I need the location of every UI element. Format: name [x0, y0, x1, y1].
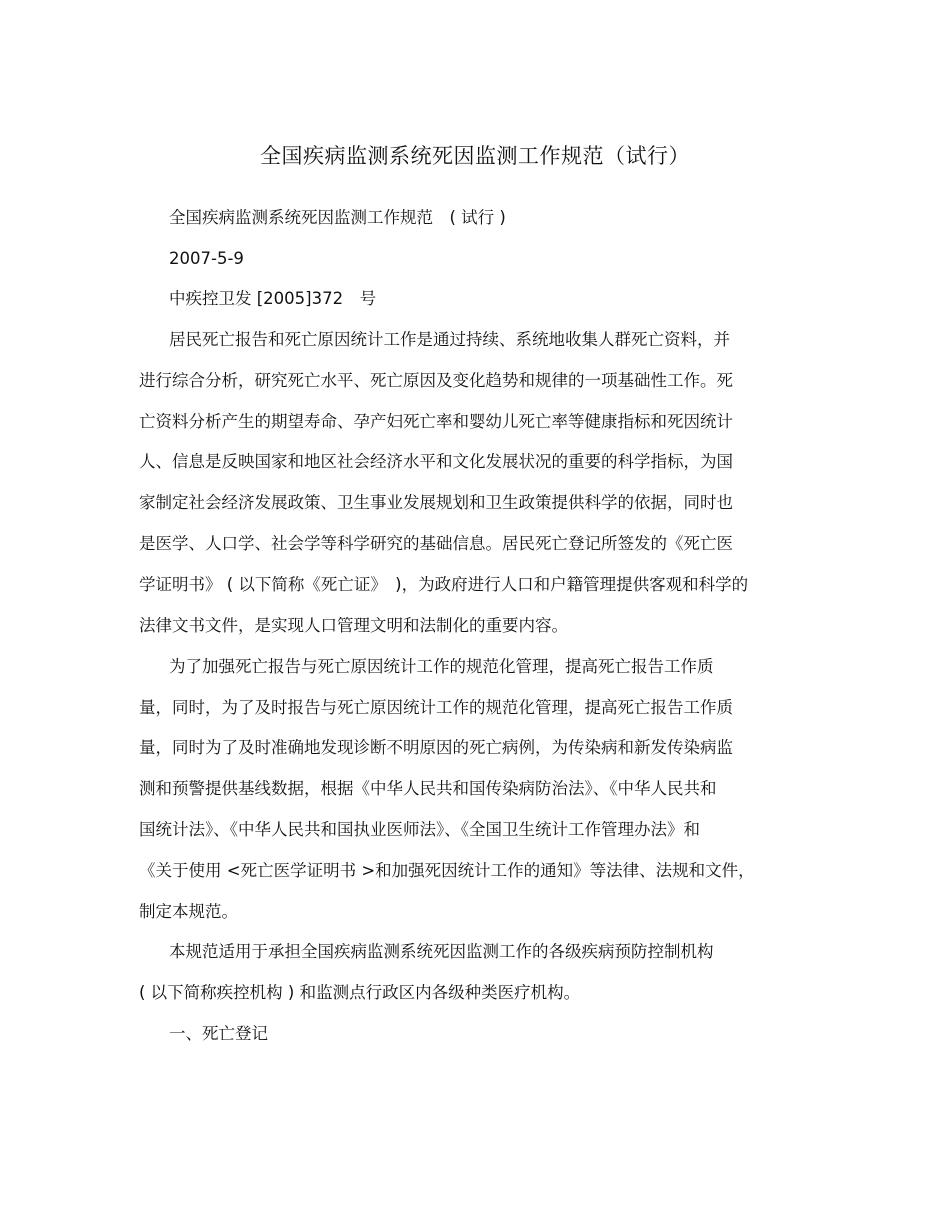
paragraph-line: 法律文书文件，是实现人口管理文明和法制化的重要内容。: [139, 616, 568, 635]
paragraph-line: 家制定社会经济发展政策、卫生事业发展规划和卫生政策提供科学的依据，同时也: [139, 493, 733, 512]
paragraph-line: 本规范适用于承担全国疾病监测系统死因监测工作的各级疾病预防控制机构: [169, 942, 714, 961]
paragraph-line: 为了加强死亡报告与死亡原因统计工作的规范化管理，提高死亡报告工作质: [169, 657, 714, 676]
document-subtitle: 全国疾病监测系统死因监测工作规范 ( 试行 ): [169, 208, 506, 227]
document-number: 中疾控卫发 [2005]372 号: [169, 289, 377, 308]
paragraph-line: 人、信息是反映国家和地区社会经济水平和文化发展状况的重要的科学指标，为国: [139, 452, 733, 471]
paragraph-line: 居民死亡报告和死亡原因统计工作是通过持续、系统地收集人群死亡资料，并: [169, 330, 730, 349]
paragraph-line: 量，同时，为了及时报告与死亡原因统计工作的规范化管理，提高死亡报告工作质: [139, 698, 733, 717]
paragraph-line: 测和预警提供基线数据，根据《中华人民共和国传染病防治法》、《中华人民共和: [139, 779, 717, 798]
paragraph-line: 制定本规范。: [139, 902, 238, 921]
paragraph-line: 量，同时为了及时准确地发现诊断不明原因的死亡病例，为传染病和新发传染病监: [139, 738, 733, 757]
paragraph-line: 国统计法》、《中华人民共和国执业医师法》、《全国卫生统计工作管理办法》和: [139, 820, 700, 839]
document-date: 2007-5-9: [169, 249, 244, 268]
paragraph-line: ( 以下简称疾控机构 ) 和监测点行政区内各级种类医疗机构。: [139, 983, 581, 1002]
paragraph-line: 是医学、人口学、社会学等科学研究的基础信息。居民死亡登记所签发的《死亡医: [139, 534, 733, 553]
document-title: 全国疾病监测系统死因监测工作规范（试行）: [260, 144, 690, 168]
paragraph-line: 《关于使用 <死亡医学证明书 >和加强死因统计工作的通知》等法律、法规和文件，: [139, 861, 755, 880]
section-heading: 一、死亡登记: [169, 1024, 268, 1043]
paragraph-line: 学证明书》 ( 以下简称《死亡证》 )，为政府进行人口和户籍管理提供客观和科学的: [139, 575, 749, 594]
paragraph-line: 进行综合分析，研究死亡水平、死亡原因及变化趋势和规律的一项基础性工作。死: [139, 371, 733, 390]
paragraph-line: 亡资料分析产生的期望寿命、孕产妇死亡率和婴幼儿死亡率等健康指标和死因统计: [139, 412, 733, 431]
